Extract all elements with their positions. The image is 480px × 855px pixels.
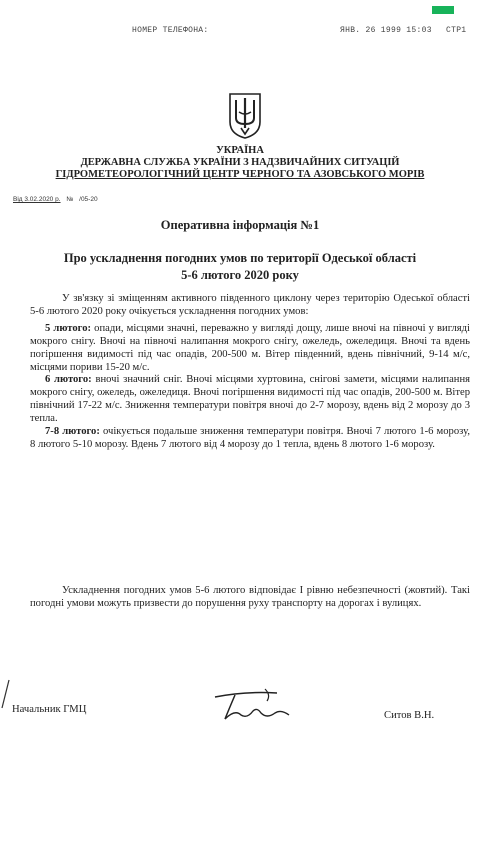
document-title: Оперативна інформація №1 [160,218,320,232]
intro-paragraph: У зв'язку зі зміщенням активного південного циклону через територію Одеської області 5-6 лютого 2020 року очікується ускладнення погодних умов: [30,293,470,317]
document-subject [0,250,480,284]
center-name: ГІДРОМЕТЕОРОЛОГІЧНИЙ ЦЕНТР ЧЕРНОГО ТА АЗОВСЬКОГО МОРІВ [55,169,425,180]
registration-date: Від 3.02.2020 р. [13,196,61,203]
signatory-title: Начальник ГМЦ [12,704,87,715]
fax-datetime: ЯНВ. 26 1999 15:03 [340,26,432,35]
day-paragraph-feb6 [30,374,470,426]
day-label-feb7-8: 7-8 лютого: [45,426,100,438]
day-label-feb6: 6 лютого: [45,374,92,386]
service-name: ДЕРЖАВНА СЛУЖБА УКРАЇНИ З НАДЗВИЧАЙНИХ СИТУАЦІЙ [80,157,400,168]
fax-phone-label: НОМЕР ТЕЛЕФОНА: [132,26,209,35]
forecast-body [30,293,470,452]
fax-page-number: СТР1 [446,26,467,35]
country-name: УКРАЇНА [216,145,264,156]
registration-line [13,196,102,203]
registration-number: /05-20 [79,196,98,203]
fax-header [0,22,480,36]
day-text-feb7-8: очікується подальше зниження температури повітря. Вночі 7 лютого 1-6 морозу, 8 лютого 5-10 морозу. Вдень 7 лютого від 4 морозу до 1 тепла, вдень 8 лютого 1-6 морозу. [30,426,470,450]
closing-paragraph: Ускладнення погодних умов 5-6 лютого відповідає І рівню небезпечності (жовтий). Такі погодні умови можуть призвести до порушення руху транспорту на дорогах і вулицях. [30,584,470,610]
subject-line-2: 5-6 лютого 2020 року [181,268,299,282]
signatory-name: Ситов В.Н. [384,710,435,721]
day-label-feb5: 5 лютого: [45,322,92,334]
subject-line-1: Про ускладнення погодних умов по території Одеської області [63,251,417,265]
day-text-feb6: вночі значний сніг. Вночі місцями хуртовина, снігові замети, місцями налипання мокрого снігу, ожеледь, ожеледиця. Вночі погіршення видимості під час опадів, 200-500 м. Вітер північний 17-22 м/с. Зниження температури повітря вночі до 2-7 морозу, вдень від 2 морозу до 3 тепла. [30,374,471,425]
registration-number-label: № [66,196,74,203]
organization-header [40,145,440,181]
day-text-feb5: опади, місцями значні, переважно у вигляді дощу, лише вночі на півночі у вигляді мокрого снігу. Вночі на півночі налипання мокрого снігу, ожеледь, ожеледиця. Вночі та вдень погіршення видимості під час опадів, 200-500 м. Вітер південний, вдень північний, 9-14 м/с, місцями пориви 15-20 м/с. [30,322,470,373]
day-paragraph-feb7-8 [30,426,470,452]
day-paragraph-feb5 [30,323,470,375]
margin-pen-mark [0,678,10,712]
green-highlight-mark [432,6,454,14]
handwritten-signature [205,683,305,723]
trident-coat-of-arms-icon [228,92,262,140]
